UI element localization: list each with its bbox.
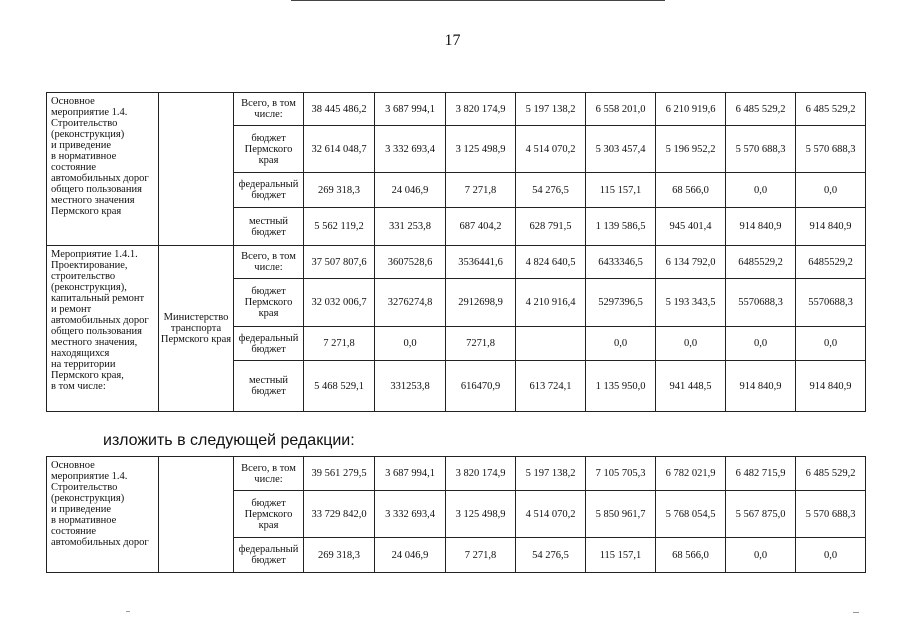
amount-cell: 6 782 021,9	[656, 457, 726, 491]
amount-cell: 115 157,1	[586, 538, 656, 573]
responsible-executor-cell	[159, 93, 234, 246]
amount-cell: 68 566,0	[656, 538, 726, 573]
amount-cell: 269 318,3	[304, 538, 375, 573]
section-heading: изложить в следующей редакции:	[103, 432, 355, 449]
amount-cell: 0,0	[375, 327, 446, 361]
amount-cell: 6 210 919,6	[656, 93, 726, 126]
amount-cell: 7 271,8	[446, 538, 516, 573]
amount-cell: 0,0	[726, 538, 796, 573]
amount-cell: 1 139 586,5	[586, 208, 656, 246]
table-row	[47, 457, 866, 491]
amount-cell: 3 687 994,1	[375, 457, 446, 491]
amount-cell: 0,0	[586, 327, 656, 361]
table-row	[47, 246, 866, 279]
amount-cell: 32 032 006,7	[304, 279, 375, 327]
amount-cell: 1 135 950,0	[586, 361, 656, 412]
funding-source-cell: местный бюджет	[234, 208, 304, 246]
amount-cell: 331 253,8	[375, 208, 446, 246]
amount-cell: 5 850 961,7	[586, 491, 656, 538]
amount-cell: 5570688,3	[726, 279, 796, 327]
amount-cell: 5 303 457,4	[586, 126, 656, 173]
amount-cell: 5 197 138,2	[516, 93, 586, 126]
amount-cell: 0,0	[796, 173, 866, 208]
amount-cell	[516, 327, 586, 361]
amount-cell: 4 210 916,4	[516, 279, 586, 327]
amount-cell: 914 840,9	[726, 361, 796, 412]
activity-name-cell: Основное мероприятие 1.4. Строительство (реконструкция) и приведение в нормативное состояние автомобильных дорог	[47, 457, 159, 573]
amount-cell: 3 687 994,1	[375, 93, 446, 126]
amount-cell: 54 276,5	[516, 173, 586, 208]
funding-source-cell: Всего, в том числе:	[234, 246, 304, 279]
amount-cell: 914 840,9	[796, 361, 866, 412]
amount-cell: 54 276,5	[516, 538, 586, 573]
activity-name-cell: Мероприятие 1.4.1. Проектирование, строительство (реконструкция), капитальный ремонт и ремонт автомобильных дорог общего пользования местного значения, находящихся на территории Пермского края, в том числе:	[47, 246, 159, 412]
amount-cell: 5 570 688,3	[796, 126, 866, 173]
funding-source-cell: федеральный бюджет	[234, 327, 304, 361]
budget-table-current	[46, 92, 866, 412]
amount-cell: 331253,8	[375, 361, 446, 412]
amount-cell: 2912698,9	[446, 279, 516, 327]
funding-source-cell: местный бюджет	[234, 361, 304, 412]
amount-cell: 3 820 174,9	[446, 457, 516, 491]
amount-cell: 628 791,5	[516, 208, 586, 246]
amount-cell: 6 485 529,2	[796, 457, 866, 491]
amount-cell: 115 157,1	[586, 173, 656, 208]
amount-cell: 5570688,3	[796, 279, 866, 327]
funding-source-cell: Всего, в том числе:	[234, 457, 304, 491]
amount-cell: 39 561 279,5	[304, 457, 375, 491]
funding-source-cell: бюджет Пермского края	[234, 491, 304, 538]
funding-source-cell: федеральный бюджет	[234, 173, 304, 208]
amount-cell: 7 105 705,3	[586, 457, 656, 491]
amount-cell: 7 271,8	[304, 327, 375, 361]
amount-cell: 24 046,9	[375, 173, 446, 208]
amount-cell: 941 448,5	[656, 361, 726, 412]
scan-mark	[853, 612, 859, 613]
amount-cell: 68 566,0	[656, 173, 726, 208]
amount-cell: 6485529,2	[726, 246, 796, 279]
funding-source-cell: бюджет Пермского края	[234, 279, 304, 327]
top-rule	[291, 0, 665, 1]
amount-cell: 0,0	[796, 538, 866, 573]
amount-cell: 6 485 529,2	[796, 93, 866, 126]
amount-cell: 5 562 119,2	[304, 208, 375, 246]
amount-cell: 687 404,2	[446, 208, 516, 246]
amount-cell: 5 570 688,3	[726, 126, 796, 173]
amount-cell: 4 824 640,5	[516, 246, 586, 279]
amount-cell: 24 046,9	[375, 538, 446, 573]
amount-cell: 3 332 693,4	[375, 126, 446, 173]
responsible-executor-cell	[159, 457, 234, 573]
amount-cell: 0,0	[726, 173, 796, 208]
amount-cell: 616470,9	[446, 361, 516, 412]
responsible-executor-cell: Министерство транспорта Пермского края	[159, 246, 234, 412]
funding-source-cell: бюджет Пермского края	[234, 126, 304, 173]
amount-cell: 914 840,9	[796, 208, 866, 246]
amount-cell: 5 196 952,2	[656, 126, 726, 173]
page-number: 17	[444, 32, 461, 49]
amount-cell: 32 614 048,7	[304, 126, 375, 173]
amount-cell: 0,0	[656, 327, 726, 361]
activity-name-cell: Основное мероприятие 1.4. Строительство (реконструкция) и приведение в нормативное состояние автомобильных дорог общего пользования местного значения Пермского края	[47, 93, 159, 246]
amount-cell: 3607528,6	[375, 246, 446, 279]
amount-cell: 5 570 688,3	[796, 491, 866, 538]
amount-cell: 5 567 875,0	[726, 491, 796, 538]
amount-cell: 7 271,8	[446, 173, 516, 208]
amount-cell: 6 482 715,9	[726, 457, 796, 491]
amount-cell: 613 724,1	[516, 361, 586, 412]
budget-table-new	[46, 456, 866, 573]
amount-cell: 5 197 138,2	[516, 457, 586, 491]
amount-cell: 5 768 054,5	[656, 491, 726, 538]
scan-mark	[126, 611, 130, 612]
funding-source-cell: федеральный бюджет	[234, 538, 304, 573]
amount-cell: 914 840,9	[726, 208, 796, 246]
amount-cell: 4 514 070,2	[516, 491, 586, 538]
amount-cell: 3536441,6	[446, 246, 516, 279]
table-row	[47, 93, 866, 126]
amount-cell: 7271,8	[446, 327, 516, 361]
amount-cell: 6 485 529,2	[726, 93, 796, 126]
amount-cell: 3 125 498,9	[446, 126, 516, 173]
funding-source-cell: Всего, в том числе:	[234, 93, 304, 126]
amount-cell: 33 729 842,0	[304, 491, 375, 538]
amount-cell: 3 332 693,4	[375, 491, 446, 538]
amount-cell: 5297396,5	[586, 279, 656, 327]
amount-cell: 38 445 486,2	[304, 93, 375, 126]
amount-cell: 6433346,5	[586, 246, 656, 279]
amount-cell: 6 558 201,0	[586, 93, 656, 126]
amount-cell: 6485529,2	[796, 246, 866, 279]
amount-cell: 0,0	[726, 327, 796, 361]
amount-cell: 6 134 792,0	[656, 246, 726, 279]
amount-cell: 3 820 174,9	[446, 93, 516, 126]
amount-cell: 0,0	[796, 327, 866, 361]
amount-cell: 5 193 343,5	[656, 279, 726, 327]
amount-cell: 945 401,4	[656, 208, 726, 246]
amount-cell: 5 468 529,1	[304, 361, 375, 412]
amount-cell: 269 318,3	[304, 173, 375, 208]
amount-cell: 37 507 807,6	[304, 246, 375, 279]
amount-cell: 4 514 070,2	[516, 126, 586, 173]
amount-cell: 3276274,8	[375, 279, 446, 327]
amount-cell: 3 125 498,9	[446, 491, 516, 538]
